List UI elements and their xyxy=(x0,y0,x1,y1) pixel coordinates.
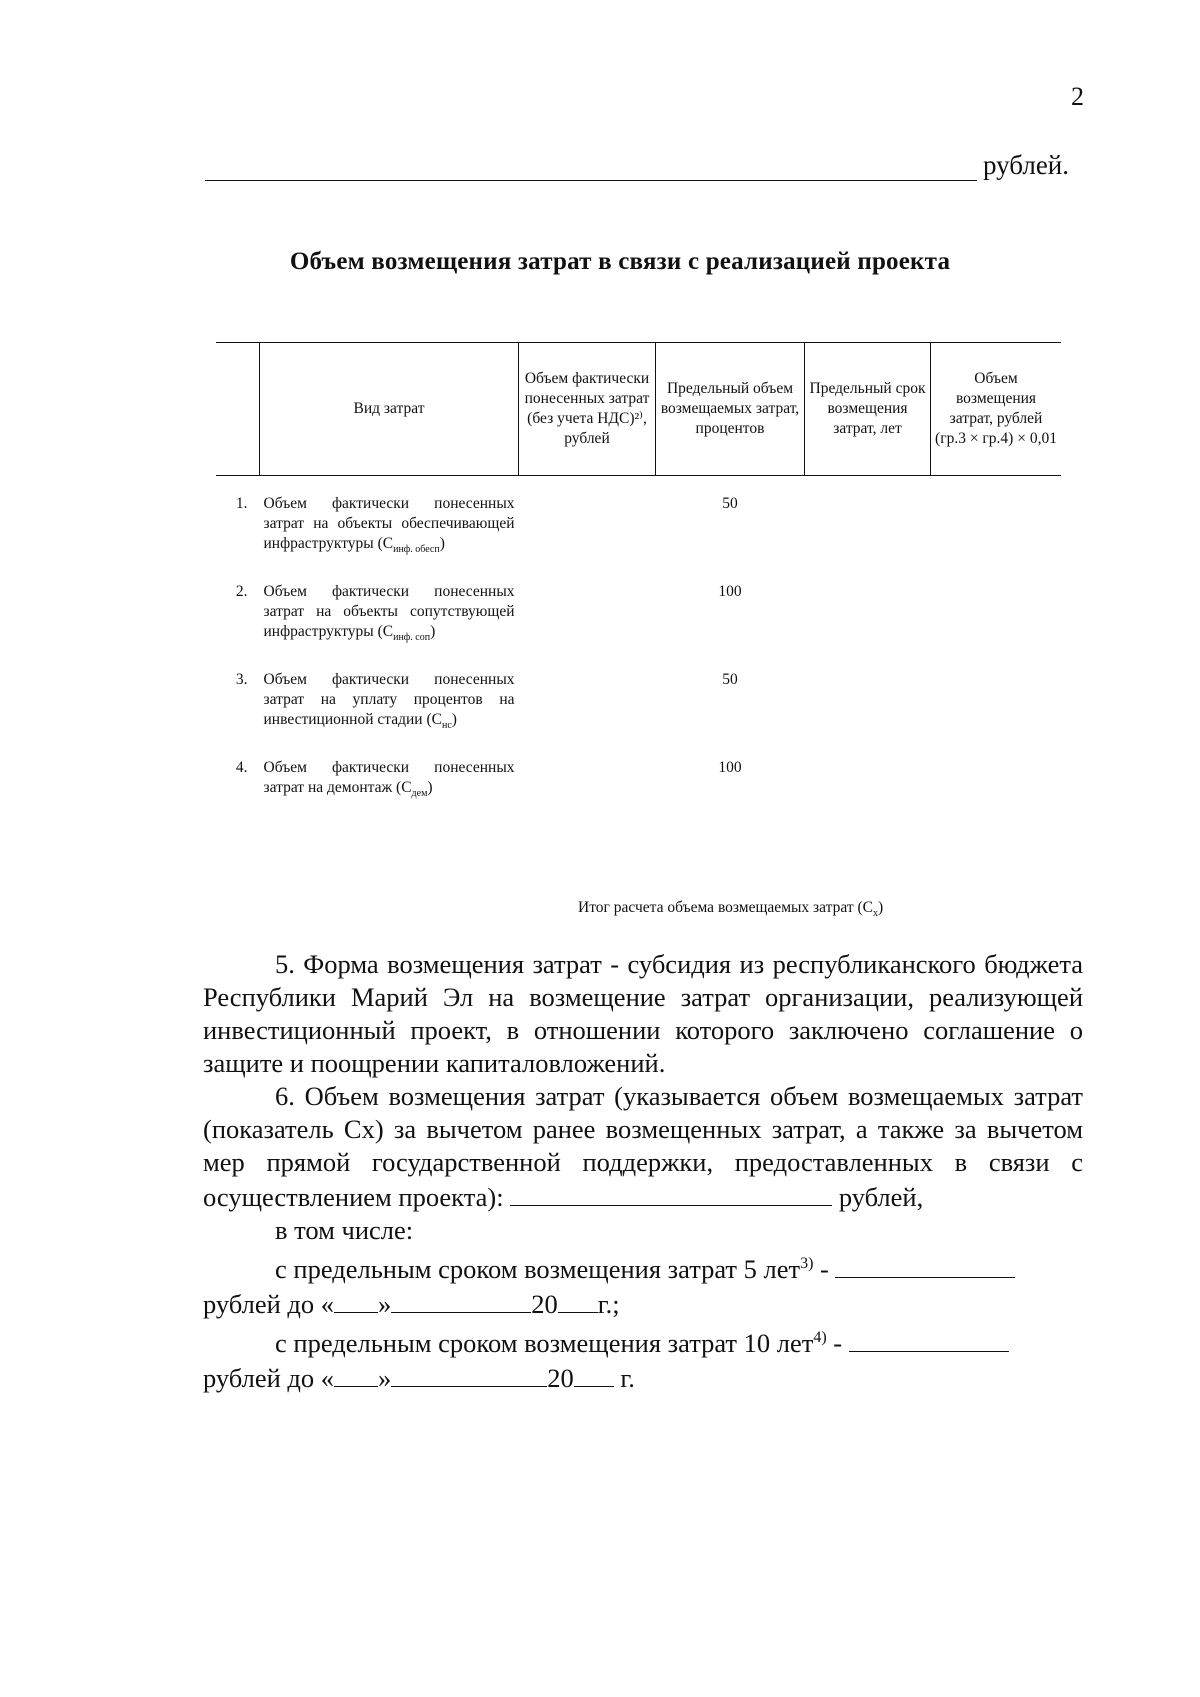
term-10-line: с предельным сроком возмещения затрат 10 лет$^{4)}$ - xyxy=(203,1321,1083,1360)
table-row xyxy=(216,758,1061,804)
row-label: Объем фактически понесенных затрат на объекты сопутствующей инфраструктуры $(С_{инф. соп})$ xyxy=(263,583,515,644)
header-term: Предельный срок возмещения затрат, лет xyxy=(805,343,931,476)
cost-table xyxy=(216,342,1061,804)
header-num xyxy=(216,343,260,476)
table-row xyxy=(216,582,1061,648)
table-row xyxy=(216,670,1061,736)
term-5-date-line: рублей до « » 20 г.; xyxy=(203,1286,1083,1321)
year-blank xyxy=(558,1286,598,1313)
row-limit-pct: 50 xyxy=(722,671,738,689)
day-blank xyxy=(334,1360,378,1387)
row-num: 1. xyxy=(235,495,248,512)
table-total-line: Итог расчета объема возмещаемых затрат $(С_х)$ xyxy=(578,899,884,920)
table-row xyxy=(216,494,1061,560)
header-kind: Вид затрат xyxy=(260,343,519,476)
row-num: 2. xyxy=(235,583,248,601)
paragraph-5: 5. Форма возмещения затрат - субсидия из республиканского бюджета Республики Марий Эл на возмещение затрат организации, реализующей инвестиционный проект, в отношении которого заключено соглашение о защите и поощрении капиталовложений. xyxy=(203,949,1083,1078)
month-blank xyxy=(391,1286,531,1313)
including-line: в том числе: xyxy=(275,1215,414,1245)
header-volume: Объем возмещения затрат, рублей (гр.3 × гр.4) × 0,01 xyxy=(931,343,1062,476)
header-actual: Объем фактически понесенных затрат (без учета НДС)²⁾, рублей xyxy=(519,343,656,476)
row-label: Объем фактически понесенных затрат на объекты обеспечивающей инфраструктуры $(С_{инф. обесп})$ xyxy=(263,495,515,556)
row-num: 4. xyxy=(235,759,248,777)
year-blank xyxy=(574,1360,614,1387)
row-label: Объем фактически понесенных затрат на демонтаж $(С_{дем})$ xyxy=(263,759,515,800)
row-limit-pct: 50 xyxy=(722,495,738,512)
table-header-row xyxy=(216,343,1061,476)
day-blank xyxy=(334,1286,378,1313)
month-blank xyxy=(391,1360,547,1387)
amount-blank xyxy=(835,1251,1015,1278)
header-limit-pct: Предельный объем возмещаемых затрат, процентов xyxy=(656,343,805,476)
top-suffix: рублей. xyxy=(983,150,1070,180)
term-5-line: с предельным сроком возмещения затрат 5 лет$^{3)}$ - xyxy=(203,1247,1083,1286)
term-10-date-line: рублей до « » 20 г. xyxy=(203,1360,1083,1395)
amount-blank xyxy=(510,1179,832,1206)
row-limit-pct: 100 xyxy=(718,583,742,601)
row-label: Объем фактически понесенных затрат на уплату процентов на инвестиционной стадии $(С_{нс})$ xyxy=(263,671,515,732)
top-amount-line xyxy=(205,150,1069,181)
row-limit-pct: 100 xyxy=(718,759,742,777)
paragraph-6: 6. Объем возмещения затрат (указывается объем возмещаемых затрат (показатель Сх) за вычетом ранее возмещенных затрат, а также за вычетом мер прямой государственной поддержки, предоставленных в связи с осуществлением проекта): рублей, xyxy=(203,1081,1083,1212)
amount-blank xyxy=(849,1325,1009,1352)
page-number: 2 xyxy=(1071,82,1084,111)
body-text xyxy=(203,948,1083,1395)
amount-blank xyxy=(205,150,977,181)
row-num: 3. xyxy=(235,671,248,689)
document-title: Объем возмещения затрат в связи с реализацией проекта xyxy=(289,248,951,275)
